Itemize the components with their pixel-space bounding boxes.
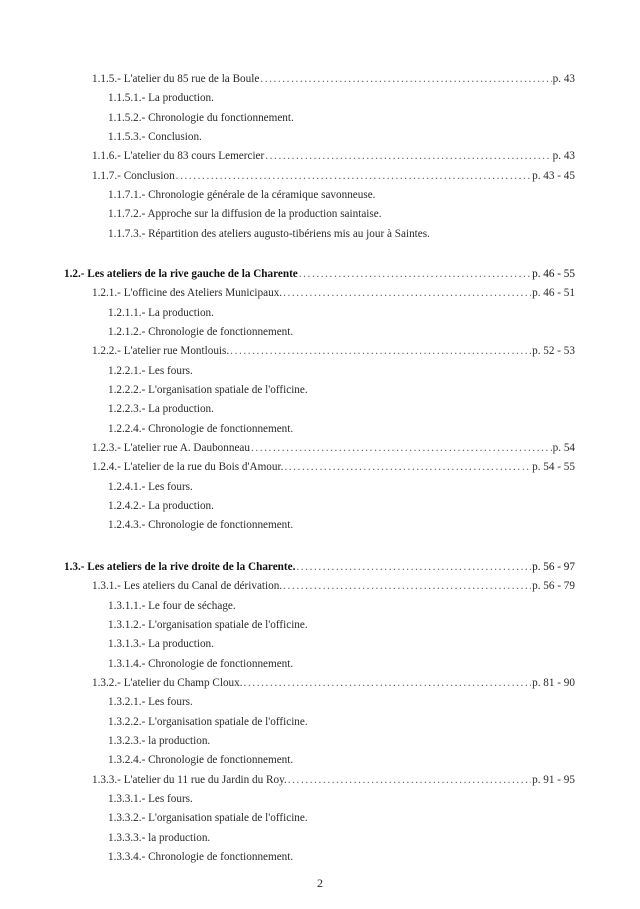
toc-entry-label: 1.3.2.2.- L'organisation spatiale de l'officine. xyxy=(108,715,308,728)
toc-entry xyxy=(0,304,640,323)
toc-page-ref: p. 56 - 97 xyxy=(532,561,575,573)
toc-entry xyxy=(0,400,640,419)
toc-entry xyxy=(0,167,640,186)
toc-entry-label: 1.2.- Les ateliers de la rive gauche de la Charente xyxy=(64,268,298,280)
dot-leader xyxy=(265,147,551,166)
toc-entry-label: 1.2.2.4.- Chronologie de fonctionnement. xyxy=(108,422,294,435)
toc-entry xyxy=(0,693,640,712)
toc-entry xyxy=(0,89,640,108)
toc-entry-label: 1.1.5.1.- La production. xyxy=(108,92,214,105)
dot-leader xyxy=(176,167,531,186)
toc-entry-label: 1.3.2.3.- la production. xyxy=(108,735,211,748)
toc-entry xyxy=(0,458,640,477)
dot-leader xyxy=(288,771,531,790)
toc-entry xyxy=(0,70,640,89)
toc-entry-label: 1.2.4.- L'atelier de la rue du Bois d'Amour. xyxy=(92,461,284,474)
toc-entry-label: 1.1.7.2.- Approche sur la diffusion de la production saintaise. xyxy=(108,208,382,221)
toc-entry-label: 1.3.1.- Les ateliers du Canal de dérivation. xyxy=(92,580,283,593)
toc-heading xyxy=(0,558,640,577)
dot-leader xyxy=(296,558,531,577)
toc-page-ref: p. 46 - 51 xyxy=(532,287,575,300)
toc-entry-label: 1.2.2.3.- La production. xyxy=(108,403,214,416)
dot-leader xyxy=(299,265,531,284)
toc-entry-label: 1.2.2.- L'atelier rue Montlouis. xyxy=(92,345,230,358)
toc-entry-label: 1.1.5.- L'atelier du 85 rue de la Boule xyxy=(92,73,260,85)
toc-page-ref: p. 56 - 79 xyxy=(532,580,575,593)
toc-entry xyxy=(0,516,640,535)
toc-page-ref: p. 43 - 45 xyxy=(532,169,575,182)
toc-entry-label: 1.1.5.3.- Conclusion. xyxy=(108,131,202,144)
toc-entry xyxy=(0,616,640,635)
toc-entry-label: 1.2.4.3.- Chronologie de fonctionnement. xyxy=(108,519,294,532)
toc-entry-label: 1.2.2.1.- Les fours. xyxy=(108,364,193,377)
toc-entry-label: 1.3.3.3.- la production. xyxy=(108,831,211,844)
toc-entry xyxy=(0,713,640,732)
toc-entry-label: 1.3.1.4.- Chronologie de fonctionnement. xyxy=(108,657,294,670)
toc-entry-label: 1.2.1.2.- Chronologie de fonctionnement. xyxy=(108,326,294,339)
toc-section-1-3 xyxy=(0,558,640,868)
toc-entry xyxy=(0,128,640,147)
toc-entry-label: 1.1.7.- Conclusion xyxy=(92,169,175,182)
toc-entry xyxy=(0,848,640,867)
toc-entry xyxy=(0,732,640,751)
dot-leader xyxy=(244,674,532,693)
toc-page-ref: p. 52 - 53 xyxy=(532,345,575,358)
toc-entry-label: 1.3.2.- L'atelier du Champ Cloux. xyxy=(92,677,243,690)
toc-page-ref: p. 43 xyxy=(552,73,575,85)
toc-entry xyxy=(0,635,640,654)
dot-leader xyxy=(230,342,531,361)
toc-entry xyxy=(0,147,640,166)
toc-section-1-1 xyxy=(0,70,640,244)
toc-entry xyxy=(0,655,640,674)
toc-entry xyxy=(0,323,640,342)
toc-entry-label: 1.3.1.2.- L'organisation spatiale de l'officine. xyxy=(108,619,308,632)
toc-entry xyxy=(0,751,640,770)
toc-entry xyxy=(0,342,640,361)
page-number: 2 xyxy=(317,876,323,890)
toc-entry xyxy=(0,381,640,400)
toc-entry xyxy=(0,186,640,205)
toc-entry-label: 1.2.1.1.- La production. xyxy=(108,306,214,319)
toc-entry xyxy=(0,225,640,244)
toc-entry-label: 1.3.2.4.- Chronologie de fonctionnement. xyxy=(108,754,294,767)
toc-entry xyxy=(0,577,640,596)
toc-entry xyxy=(0,439,640,458)
dot-leader xyxy=(251,439,552,458)
toc-entry xyxy=(0,597,640,616)
toc-entry xyxy=(0,674,640,693)
toc-entry xyxy=(0,420,640,439)
toc-entry-label: 1.3.1.1.- Le four de séchage. xyxy=(108,599,236,612)
toc-entry-label: 1.3.2.1.- Les fours. xyxy=(108,696,193,709)
toc-entry-label: 1.3.- Les ateliers de la rive droite de la Charente. xyxy=(64,561,296,573)
toc-section-1-2 xyxy=(0,265,640,536)
toc-page-ref: p. 91 - 95 xyxy=(532,773,575,786)
toc-entry xyxy=(0,284,640,303)
toc-entry-label: 1.1.7.3.- Répartition des ateliers augusto-tibériens mis au jour à Saintes. xyxy=(108,227,430,240)
dot-leader xyxy=(283,284,531,303)
dot-leader xyxy=(284,458,531,477)
toc-entry-label: 1.1.6.- L'atelier du 83 cours Lemercier xyxy=(92,150,265,163)
toc-page-ref: p. 81 - 90 xyxy=(532,677,575,690)
toc-entry xyxy=(0,790,640,809)
toc-entry-label: 1.2.1.- L'officine des Ateliers Municipaux. xyxy=(92,287,283,300)
toc-page-ref: p. 54 - 55 xyxy=(532,461,575,474)
toc-entry-label: 1.3.3.1.- Les fours. xyxy=(108,793,193,806)
toc-entry xyxy=(0,205,640,224)
toc-entry-label: 1.2.3.- L'atelier rue A. Daubonneau xyxy=(92,442,250,455)
dot-leader xyxy=(283,577,531,596)
toc-entry-label: 1.1.5.2.- Chronologie du fonctionnement. xyxy=(108,111,294,124)
toc-page-ref: p. 43 xyxy=(552,150,575,163)
toc-heading xyxy=(0,265,640,284)
toc-entry-label: 1.3.3.2.- L'organisation spatiale de l'officine. xyxy=(108,812,308,825)
toc-page-ref: p. 54 xyxy=(552,442,575,455)
toc-entry-label: 1.3.3.4.- Chronologie de fonctionnement. xyxy=(108,851,294,864)
toc-entry-label: 1.2.4.2.- La production. xyxy=(108,500,214,513)
toc-entry xyxy=(0,497,640,516)
dot-leader xyxy=(260,70,551,89)
toc-entry xyxy=(0,771,640,790)
toc-page-ref: p. 46 - 55 xyxy=(532,268,575,280)
toc-entry-label: 1.3.3.- L'atelier du 11 rue du Jardin du Roy. xyxy=(92,773,287,786)
toc-entry xyxy=(0,829,640,848)
toc-entry-label: 1.1.7.1.- Chronologie générale de la céramique savonneuse. xyxy=(108,189,376,202)
toc-entry xyxy=(0,809,640,828)
toc-entry-label: 1.2.2.2.- L'organisation spatiale de l'officine. xyxy=(108,384,308,397)
toc-entry-label: 1.3.1.3.- La production. xyxy=(108,638,214,651)
toc-entry-label: 1.2.4.1.- Les fours. xyxy=(108,480,193,493)
toc-entry xyxy=(0,478,640,497)
toc-entry xyxy=(0,109,640,128)
toc-entry xyxy=(0,362,640,381)
